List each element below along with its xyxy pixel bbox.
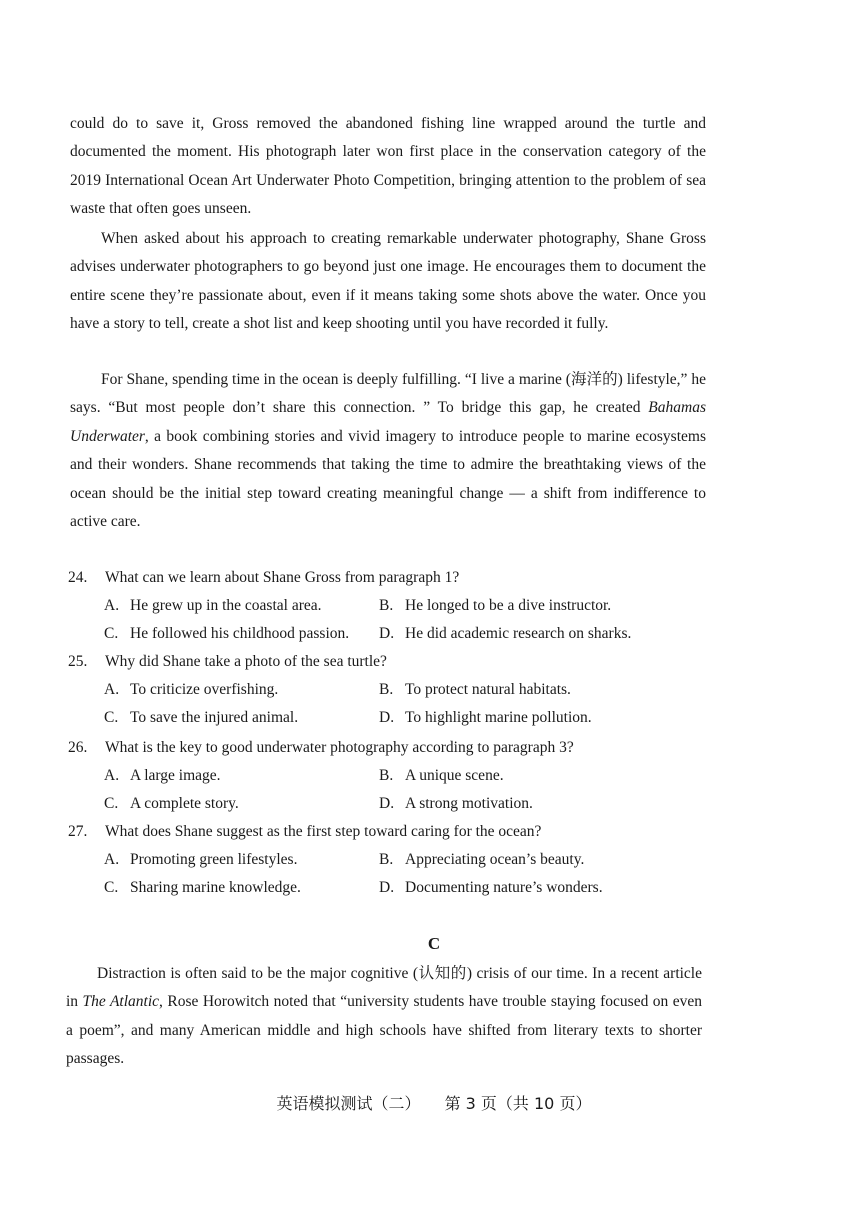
option-letter: D. [379, 795, 395, 812]
option-text: A strong motivation. [405, 795, 533, 812]
exam-title: 英语模拟测试（二） [276, 1094, 421, 1113]
option-letter: A. [104, 851, 120, 868]
question-25 [68, 648, 708, 732]
option-d [379, 790, 654, 818]
option-b [379, 762, 654, 790]
page-number: 第 3 页（共 10 页） [444, 1094, 592, 1113]
option-letter: D. [379, 625, 395, 642]
option-a [104, 592, 379, 620]
option-b [379, 846, 654, 874]
option-a [104, 846, 379, 874]
page-footer [0, 1091, 868, 1114]
option-letter: A. [104, 767, 120, 784]
option-letter: B. [379, 767, 394, 784]
paragraph-text-after: , Rose Horowitch noted that “university students have trouble staying focused on even a poem”, and many American middle and high schools have shifted from literary texts to shorter passages. [66, 993, 703, 1068]
option-letter: A. [104, 681, 120, 698]
option-d [379, 874, 654, 902]
option-letter: C. [104, 879, 119, 896]
option-letter: B. [379, 851, 394, 868]
option-text: A unique scene. [405, 767, 504, 784]
options [104, 762, 708, 818]
magazine-title: The Atlantic [82, 993, 160, 1011]
option-d [379, 704, 654, 732]
question-stem [68, 648, 708, 676]
options [104, 846, 708, 902]
option-text: A complete story. [130, 795, 239, 812]
options [104, 592, 708, 648]
option-letter: C. [104, 795, 119, 812]
question-number: 24. [68, 569, 88, 586]
book-title: Bahamas Underwater [70, 399, 706, 445]
option-text: To criticize overfishing. [130, 681, 279, 698]
option-text: He longed to be a dive instructor. [405, 597, 612, 614]
question-text: What does Shane suggest as the first step toward caring for the ocean? [105, 823, 542, 840]
option-c [104, 620, 379, 648]
option-letter: C. [104, 709, 119, 726]
option-b [379, 592, 654, 620]
question-stem [68, 734, 708, 762]
options [104, 676, 708, 732]
option-a [104, 676, 379, 704]
option-c [104, 790, 379, 818]
question-number: 25. [68, 653, 88, 670]
option-text: He did academic research on sharks. [405, 625, 632, 642]
option-d [379, 620, 654, 648]
question-number: 26. [68, 739, 88, 756]
question-26 [68, 734, 708, 818]
option-letter: B. [379, 597, 394, 614]
passage-c-paragraph-1 [66, 960, 702, 1074]
question-text: What can we learn about Shane Gross from paragraph 1? [105, 569, 460, 586]
option-text: Promoting green lifestyles. [130, 851, 298, 868]
option-text: A large image. [130, 767, 221, 784]
option-c [104, 704, 379, 732]
option-text: Sharing marine knowledge. [130, 879, 301, 896]
passage-b-paragraph-1: could do to save it, Gross removed the abandoned fishing line wrapped around the turtle and documented the moment. His photograph later won first place in the conservation category of the 2019 International Ocean Art Underwater Photo Competition, bringing attention to the problem of sea waste that often goes unseen. [70, 115, 706, 218]
option-letter: B. [379, 681, 394, 698]
option-text: He followed his childhood passion. [130, 625, 350, 642]
question-stem [68, 564, 708, 592]
option-letter: D. [379, 879, 395, 896]
option-text: Documenting nature’s wonders. [405, 879, 603, 896]
section-c-heading: C [427, 934, 441, 953]
option-text: To save the injured animal. [130, 709, 299, 726]
option-text: To protect natural habitats. [405, 681, 571, 698]
option-text: Appreciating ocean’s beauty. [405, 851, 585, 868]
question-number: 27. [68, 823, 88, 840]
question-24 [68, 564, 708, 648]
option-a [104, 762, 379, 790]
question-text: What is the key to good underwater photography according to paragraph 3? [105, 739, 574, 756]
question-stem [68, 818, 708, 846]
option-text: To highlight marine pollution. [405, 709, 592, 726]
paragraph-3-text-before: For Shane, spending time in the ocean is deeply fulfilling. “I live a marine (海洋的) lifestyle,” he says. “But most people don’t share this connection. ” To bridge this gap, he created [70, 371, 706, 417]
question-text: Why did Shane take a photo of the sea turtle? [105, 653, 387, 670]
option-letter: D. [379, 709, 395, 726]
paragraph-3-text-after: , a book combining stories and vivid imagery to introduce people to marine ecosystems and their wonders. Shane recommends that taking the time to admire the breathtaking views of the ocean should be the initial step toward creating meaningful change — a shift from indifference to active care. [70, 427, 706, 531]
option-c [104, 874, 379, 902]
option-letter: C. [104, 625, 119, 642]
passage-b-paragraph-2: When asked about his approach to creating remarkable underwater photography, Shane Gross advises underwater photographers to go beyond just one image. He encourages them to document the entire scene they’re passionate about, even if it means taking some shots above the water. Once you have a story to tell, create a shot list and keep shooting until you have recorded it fully. [70, 230, 706, 333]
option-b [379, 676, 654, 704]
passage-b-paragraph-3 [70, 366, 706, 536]
paragraph-text-before: Distraction is often said to be the major cognitive (认知的) crisis of our time. In a recent article in [66, 965, 702, 1011]
option-text: He grew up in the coastal area. [130, 597, 322, 614]
question-27 [68, 818, 708, 902]
option-letter: A. [104, 597, 120, 614]
